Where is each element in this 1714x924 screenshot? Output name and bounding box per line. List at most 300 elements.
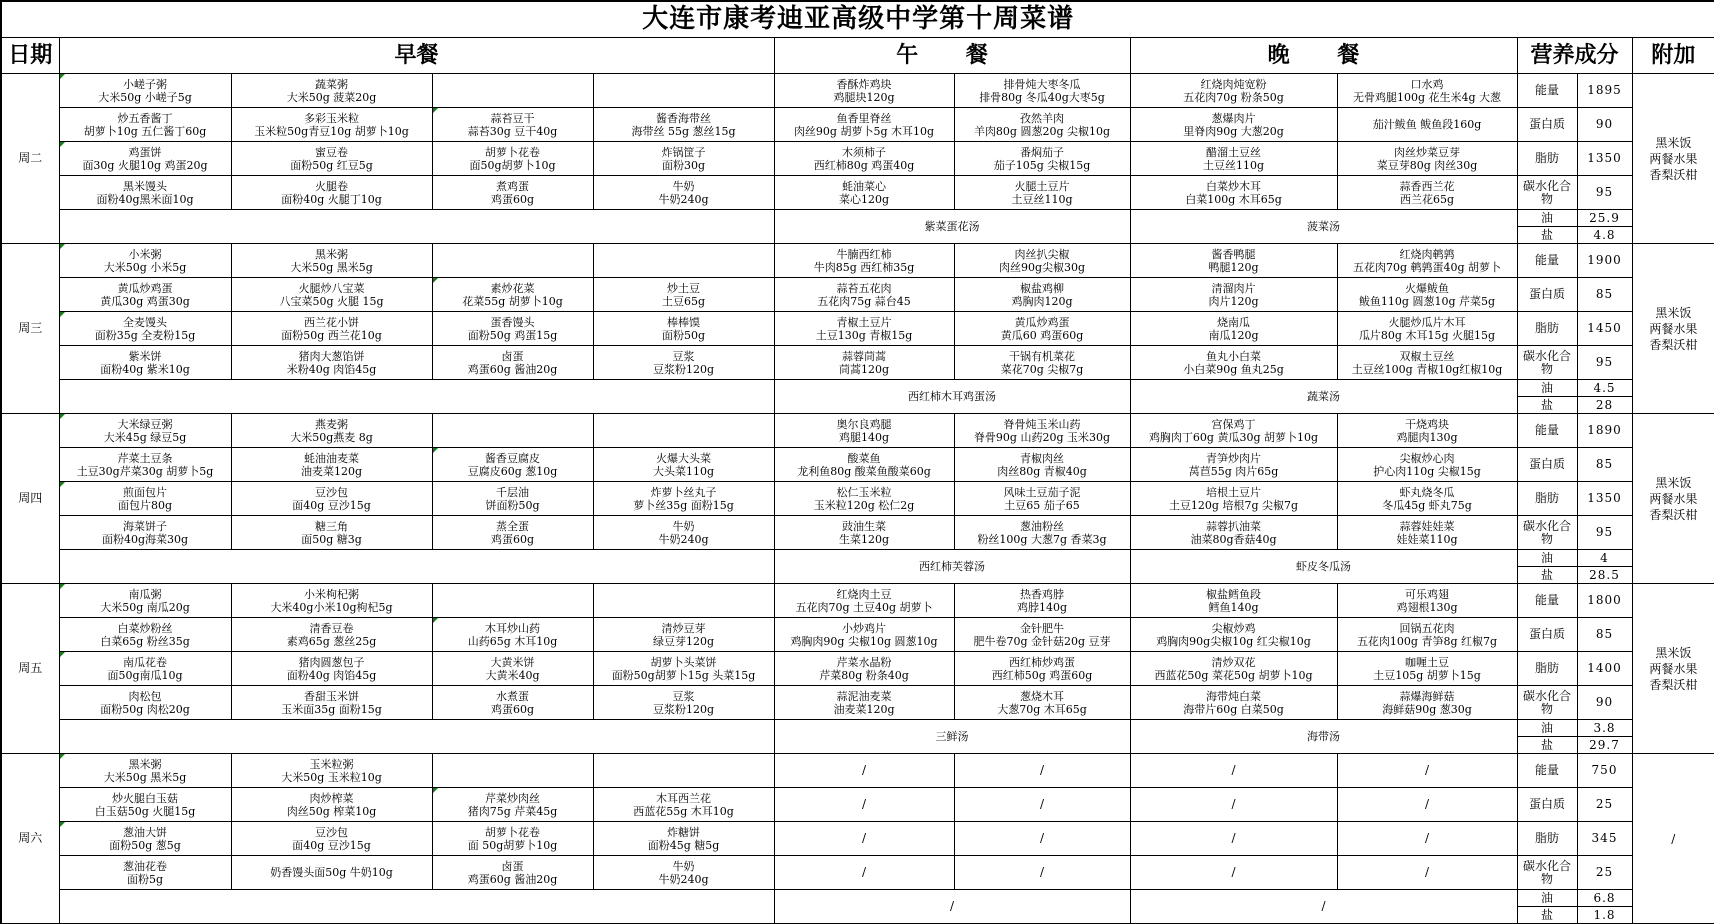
dish-cell-dinner-1 [1130, 584, 1337, 618]
dish-amount: 肉片120g [1131, 295, 1337, 308]
dish-cell-breakfast-1 [59, 142, 231, 176]
dish-cell-breakfast-3 [432, 346, 593, 380]
dish-name: 肉丝扒尖椒 [955, 248, 1130, 261]
dish-amount: 油麦菜120g [775, 703, 954, 716]
dish-name: 脊骨炖玉米山药 [955, 418, 1130, 431]
dish-amount: 茄子105g 尖椒15g [955, 159, 1130, 172]
dish-cell-lunch-2 [954, 108, 1130, 142]
dish-name: 蒜苔豆干 [433, 112, 593, 125]
dish-cell-lunch-1 [774, 448, 954, 482]
dish-amount: 面粉40g 肉馅45g [232, 669, 432, 682]
lunch-soup: 西红柿芙蓉汤 [774, 550, 1130, 584]
nutrition-value: 90 [1577, 686, 1632, 720]
dish-amount: 豆浆粉120g [594, 703, 774, 716]
dish-name: 小米枸杞粥 [232, 588, 432, 601]
dish-amount: 土豆130g 青椒15g [775, 329, 954, 342]
dish-name: 干烧鸡块 [1338, 418, 1517, 431]
dish-amount: 油麦菜120g [232, 465, 432, 478]
dish-cell-breakfast-1 [59, 516, 231, 550]
dish-cell-dinner-2 [1337, 686, 1517, 720]
dish-cell-breakfast-1 [59, 108, 231, 142]
extra-item: 香梨沃柑 [1633, 507, 1714, 523]
dish-amount: 鸭腿120g [1131, 261, 1337, 274]
extra-item: 香梨沃柑 [1633, 337, 1714, 353]
dish-cell-lunch-2 [954, 74, 1130, 108]
extra-item: 黑米饭 [1633, 645, 1714, 661]
dish-cell-dinner-2 [1337, 652, 1517, 686]
nutrition-label: 脂肪 [1517, 652, 1577, 686]
oil-value: 6.8 [1577, 890, 1632, 907]
dish-amount: 鸡腿肉130g [1338, 431, 1517, 444]
day-label: 周六 [1, 754, 59, 924]
day-label: 周四 [1, 414, 59, 584]
page-title: 大连市康考迪亚高级中学第十周菜谱 [1, 1, 1714, 38]
dish-amount: 面包片80g [60, 499, 231, 512]
dish-name: / [775, 798, 954, 811]
dish-amount: 菜花70g 尖椒7g [955, 363, 1130, 376]
dish-name: 炒火腿白玉菇 [60, 792, 231, 805]
dish-amount: 西红柿50g 鸡蛋60g [955, 669, 1130, 682]
dish-cell-breakfast-2 [231, 516, 432, 550]
oil-label: 油 [1517, 890, 1577, 907]
dish-name: 蒸全蛋 [433, 520, 593, 533]
dish-amount: 莴苣55g 肉片65g [1131, 465, 1337, 478]
dish-amount: 肥牛卷70g 金针菇20g 豆芽 [955, 635, 1130, 648]
nutrition-value: 750 [1577, 754, 1632, 788]
dish-name: 木须柿子 [775, 146, 954, 159]
dish-cell-breakfast-3 [432, 516, 593, 550]
nutrition-value: 90 [1577, 108, 1632, 142]
dish-name: 糖三角 [232, 520, 432, 533]
dish-amount: 鸡胸肉120g [955, 295, 1130, 308]
extra-cell [1632, 244, 1714, 414]
dish-amount: 西蓝花50g 菜花50g 胡萝卜10g [1131, 669, 1337, 682]
dish-cell-breakfast-2 [231, 74, 432, 108]
dish-cell-lunch-2 [954, 618, 1130, 652]
soup-row [1, 380, 1714, 397]
dish-cell-breakfast-4 [593, 448, 774, 482]
dish-amount: 面粉40g黑米面10g [60, 193, 231, 206]
dish-cell-breakfast-1 [59, 244, 231, 278]
menu-row [1, 754, 1714, 788]
dish-cell-lunch-1 [774, 788, 954, 822]
dish-name: 蒜蓉娃娃菜 [1338, 520, 1517, 533]
dish-amount: 海带丝 55g 葱丝15g [594, 125, 774, 138]
dish-amount: 西红柿80g 鸡蛋40g [775, 159, 954, 172]
dish-amount: 五花肉75g 蒜台45 [775, 295, 954, 308]
dish-amount: 土豆105g 胡萝卜15g [1338, 669, 1517, 682]
dish-cell-lunch-2 [954, 822, 1130, 856]
dish-name: 西兰花小饼 [232, 316, 432, 329]
dish-amount: 土豆丝100g 青椒10g红椒10g [1338, 363, 1517, 376]
dish-cell-dinner-1 [1130, 108, 1337, 142]
dish-cell-lunch-2 [954, 142, 1130, 176]
dish-cell-breakfast-2 [231, 176, 432, 210]
dish-cell-dinner-2 [1337, 346, 1517, 380]
dish-amount: 鸡腿140g [775, 431, 954, 444]
dish-cell-breakfast-3 [432, 74, 593, 108]
dish-name: 芹菜土豆条 [60, 452, 231, 465]
dish-amount: 鸡蛋60g [433, 193, 593, 206]
dish-cell-lunch-1 [774, 618, 954, 652]
dish-name: 炸糖饼 [594, 826, 774, 839]
dish-name: 干锅有机菜花 [955, 350, 1130, 363]
dish-amount: 西兰花65g [1338, 193, 1517, 206]
dish-name: 鱼丸小白菜 [1131, 350, 1337, 363]
dish-cell-breakfast-4 [593, 788, 774, 822]
dish-amount: 黄瓜60 鸡蛋60g [955, 329, 1130, 342]
dish-name: 虾丸烧冬瓜 [1338, 486, 1517, 499]
dish-amount: 土豆120g 培根7g 尖椒7g [1131, 499, 1337, 512]
dish-cell-lunch-1 [774, 754, 954, 788]
header-dinner: 晚 餐 [1130, 38, 1517, 74]
dish-amount: 八宝菜50g 火腿 15g [232, 295, 432, 308]
dish-name: 牛腩西红柿 [775, 248, 954, 261]
dish-name: 炒土豆 [594, 282, 774, 295]
dish-name: 尖椒炒心肉 [1338, 452, 1517, 465]
dish-amount: 面50g胡萝卜10g [433, 159, 593, 172]
dish-name: 培根土豆片 [1131, 486, 1337, 499]
dish-amount: 面40g 豆沙15g [232, 499, 432, 512]
dish-cell-breakfast-4 [593, 482, 774, 516]
dish-cell-lunch-1 [774, 176, 954, 210]
dish-cell-breakfast-2 [231, 142, 432, 176]
dish-amount: 面粉30g [594, 159, 774, 172]
dish-name: 火腿炒瓜片木耳 [1338, 316, 1517, 329]
dish-amount: 鸡蛋60g 酱油20g [433, 363, 593, 376]
dish-amount: 白菜65g 粉丝35g [60, 635, 231, 648]
dish-amount: 鸡胸肉90g 尖椒10g 圆葱10g [775, 635, 954, 648]
dish-name: 煎面包片 [60, 486, 231, 499]
breakfast-soup-empty [59, 550, 774, 584]
dish-cell-breakfast-3 [432, 584, 593, 618]
dish-name: 海菜饼子 [60, 520, 231, 533]
dish-cell-dinner-1 [1130, 754, 1337, 788]
dish-name: 紫米饼 [60, 350, 231, 363]
dish-amount: 绿豆芽120g [594, 635, 774, 648]
dish-amount: 牛奶240g [594, 533, 774, 546]
dish-name: 葱油粉丝 [955, 520, 1130, 533]
dish-cell-lunch-2 [954, 686, 1130, 720]
dish-cell-breakfast-3 [432, 686, 593, 720]
dish-name: 火腿土豆片 [955, 180, 1130, 193]
dish-name: 清香豆卷 [232, 622, 432, 635]
salt-value: 29.7 [1577, 737, 1632, 754]
dish-cell-breakfast-4 [593, 754, 774, 788]
dish-cell-breakfast-3 [432, 278, 593, 312]
dish-name: / [1131, 764, 1337, 777]
dish-name: 大黄米饼 [433, 656, 593, 669]
nutrition-value: 95 [1577, 346, 1632, 380]
dish-cell-breakfast-2 [231, 686, 432, 720]
dish-amount: 面粉40g海菜30g [60, 533, 231, 546]
dish-cell-lunch-2 [954, 244, 1130, 278]
dish-name: 玉米粒粥 [232, 758, 432, 771]
dish-cell-dinner-2 [1337, 312, 1517, 346]
dish-amount: 黄瓜30g 鸡蛋30g [60, 295, 231, 308]
dish-name: 木耳西兰花 [594, 792, 774, 805]
dish-amount: 鸡腿块120g [775, 91, 954, 104]
dish-cell-breakfast-4 [593, 142, 774, 176]
dish-amount: 面粉50g [594, 329, 774, 342]
dish-amount: 肉丝90g尖椒30g [955, 261, 1130, 274]
dish-cell-breakfast-4 [593, 346, 774, 380]
dish-name: / [775, 764, 954, 777]
dish-name: 肉松包 [60, 690, 231, 703]
dish-name: 火腿炒八宝菜 [232, 282, 432, 295]
dish-amount: 面粉50g胡萝卜15g 头菜15g [594, 669, 774, 682]
dish-amount: 大葱70g 木耳65g [955, 703, 1130, 716]
dish-cell-breakfast-1 [59, 822, 231, 856]
dish-cell-dinner-1 [1130, 618, 1337, 652]
dish-name: / [1338, 832, 1517, 845]
dish-name: 青椒肉丝 [955, 452, 1130, 465]
extra-item: / [1633, 831, 1714, 847]
dish-cell-breakfast-1 [59, 856, 231, 890]
dish-name: 小嵯子粥 [60, 78, 231, 91]
dish-name: 红烧肉土豆 [775, 588, 954, 601]
dish-name: 豉油生菜 [775, 520, 954, 533]
dish-name: 蒜苔五花肉 [775, 282, 954, 295]
dish-cell-dinner-1 [1130, 312, 1337, 346]
lunch-soup: 紫菜蛋花汤 [774, 210, 1130, 244]
dish-cell-breakfast-3 [432, 754, 593, 788]
nutrition-label: 碳水化合物 [1517, 686, 1577, 720]
menu-row [1, 856, 1714, 890]
dish-cell-lunch-1 [774, 346, 954, 380]
dish-cell-breakfast-1 [59, 346, 231, 380]
nutrition-value: 25 [1577, 788, 1632, 822]
dish-name: 青椒土豆片 [775, 316, 954, 329]
dish-cell-dinner-1 [1130, 686, 1337, 720]
salt-label: 盐 [1517, 737, 1577, 754]
dish-name: 宫保鸡丁 [1131, 418, 1337, 431]
dish-name: 蒜泥油麦菜 [775, 690, 954, 703]
salt-value: 28 [1577, 397, 1632, 414]
oil-value: 4 [1577, 550, 1632, 567]
dish-name: 豆浆 [594, 690, 774, 703]
dish-cell-dinner-2 [1337, 414, 1517, 448]
nutrition-value: 1350 [1577, 142, 1632, 176]
dish-cell-breakfast-1 [59, 74, 231, 108]
header-breakfast: 早餐 [59, 38, 774, 74]
dish-amount: 娃娃菜110g [1338, 533, 1517, 546]
dish-amount: 玉米粒50g青豆10g 胡萝卜10g [232, 125, 432, 138]
dish-cell-breakfast-4 [593, 618, 774, 652]
dish-cell-dinner-2 [1337, 244, 1517, 278]
dish-name: 香甜玉米饼 [232, 690, 432, 703]
dish-name: 卤蛋 [433, 860, 593, 873]
soup-row [1, 550, 1714, 567]
breakfast-soup-empty [59, 720, 774, 754]
dish-name: 酱香鸭腿 [1131, 248, 1337, 261]
dish-name: 奥尔良鸡腿 [775, 418, 954, 431]
nutrition-label: 碳水化合物 [1517, 516, 1577, 550]
dish-amount: 面粉50g 红豆5g [232, 159, 432, 172]
dish-amount: 面粉5g [60, 873, 231, 886]
dish-amount: 面40g 豆沙15g [232, 839, 432, 852]
dish-name: 葱爆肉片 [1131, 112, 1337, 125]
salt-label: 盐 [1517, 397, 1577, 414]
nutrition-label: 碳水化合物 [1517, 856, 1577, 890]
dish-cell-breakfast-1 [59, 278, 231, 312]
dish-amount: 鸡蛋60g 酱油20g [433, 873, 593, 886]
dish-amount: 脊骨90g 山药20g 玉米30g [955, 431, 1130, 444]
dish-cell-lunch-1 [774, 244, 954, 278]
nutrition-label: 蛋白质 [1517, 108, 1577, 142]
dish-amount: 五花肉100g 青笋8g 红椒7g [1338, 635, 1517, 648]
dish-name: 鸡蛋饼 [60, 146, 231, 159]
dish-amount: 肉丝80g 青椒40g [955, 465, 1130, 478]
dish-name: 大米绿豆粥 [60, 418, 231, 431]
extra-item: 两餐水果 [1633, 661, 1714, 677]
dish-name: 鱼香里脊丝 [775, 112, 954, 125]
dish-cell-breakfast-3 [432, 448, 593, 482]
dish-cell-breakfast-1 [59, 414, 231, 448]
dish-name: 酸菜鱼 [775, 452, 954, 465]
menu-row [1, 142, 1714, 176]
menu-row [1, 584, 1714, 618]
dinner-soup: 蔬菜汤 [1130, 380, 1517, 414]
dish-amount: 护心肉110g 尖椒15g [1338, 465, 1517, 478]
dish-amount: 大米50g 黑米5g [60, 771, 231, 784]
dish-amount: 油菜80g香菇40g [1131, 533, 1337, 546]
dish-cell-dinner-2 [1337, 754, 1517, 788]
salt-label: 盐 [1517, 227, 1577, 244]
dish-name: / [1131, 798, 1337, 811]
dish-name: 烧南瓜 [1131, 316, 1337, 329]
dish-cell-lunch-2 [954, 856, 1130, 890]
dish-name: 肉炒榨菜 [232, 792, 432, 805]
menu-row [1, 244, 1714, 278]
dish-name: 南瓜花卷 [60, 656, 231, 669]
dish-name: 豆沙包 [232, 826, 432, 839]
dish-amount: 面50g 糖3g [232, 533, 432, 546]
extra-item: 两餐水果 [1633, 321, 1714, 337]
menu-row [1, 482, 1714, 516]
dish-cell-lunch-2 [954, 482, 1130, 516]
dish-cell-breakfast-1 [59, 176, 231, 210]
nutrition-label: 蛋白质 [1517, 278, 1577, 312]
dish-cell-breakfast-4 [593, 516, 774, 550]
nutrition-label: 蛋白质 [1517, 788, 1577, 822]
dish-name: 白菜炒木耳 [1131, 180, 1337, 193]
dish-amount: 牛奶240g [594, 873, 774, 886]
dish-amount: 面粉35g 全麦粉15g [60, 329, 231, 342]
dish-amount: 肉丝50g 榨菜10g [232, 805, 432, 818]
dish-cell-dinner-2 [1337, 176, 1517, 210]
dish-cell-dinner-2 [1337, 516, 1517, 550]
soup-row [1, 720, 1714, 737]
dish-name: 椒盐鸡柳 [955, 282, 1130, 295]
extra-item: 香梨沃柑 [1633, 167, 1714, 183]
dish-cell-breakfast-1 [59, 618, 231, 652]
dish-cell-breakfast-3 [432, 788, 593, 822]
menu-row [1, 414, 1714, 448]
dish-amount: 里脊肉90g 大葱20g [1131, 125, 1337, 138]
dish-amount: 胡萝卜10g 五仁酱丁60g [60, 125, 231, 138]
dish-cell-breakfast-2 [231, 652, 432, 686]
dish-cell-breakfast-4 [593, 822, 774, 856]
dish-cell-dinner-2 [1337, 448, 1517, 482]
dish-cell-breakfast-3 [432, 618, 593, 652]
dish-name: 孜然羊肉 [955, 112, 1130, 125]
dish-name: 葱油花卷 [60, 860, 231, 873]
dish-cell-lunch-2 [954, 652, 1130, 686]
dish-name: 黑米馒头 [60, 180, 231, 193]
menu-row [1, 618, 1714, 652]
dish-amount: 面粉50g 鸡蛋15g [433, 329, 593, 342]
dish-cell-breakfast-4 [593, 652, 774, 686]
dish-amount: 米粉40g 肉馅45g [232, 363, 432, 376]
nutrition-value: 25 [1577, 856, 1632, 890]
dish-cell-lunch-2 [954, 176, 1130, 210]
dish-amount: 鸡翅根130g [1338, 601, 1517, 614]
extra-item: 黑米饭 [1633, 305, 1714, 321]
dish-cell-breakfast-3 [432, 142, 593, 176]
dish-amount: 面粉40g 火腿丁10g [232, 193, 432, 206]
menu-row [1, 686, 1714, 720]
dish-name: 青笋炒肉片 [1131, 452, 1337, 465]
dish-amount: 大米50g 小嵯子5g [60, 91, 231, 104]
lunch-soup: 三鲜汤 [774, 720, 1130, 754]
dish-cell-lunch-1 [774, 142, 954, 176]
extra-item: 黑米饭 [1633, 475, 1714, 491]
dish-name: 蔬菜粥 [232, 78, 432, 91]
dish-name: 南瓜粥 [60, 588, 231, 601]
nutrition-label: 能量 [1517, 74, 1577, 108]
dish-amount: 大米50g 黑米5g [232, 261, 432, 274]
dinner-soup: 海带汤 [1130, 720, 1517, 754]
dish-amount: 大头菜110g [594, 465, 774, 478]
oil-label: 油 [1517, 210, 1577, 227]
dish-name: 多彩玉米粒 [232, 112, 432, 125]
dish-name: 香酥炸鸡块 [775, 78, 954, 91]
dish-amount: 五花肉70g 土豆40g 胡萝卜 [775, 601, 954, 614]
dish-amount: 鸡蛋60g [433, 533, 593, 546]
menu-row [1, 516, 1714, 550]
dish-name: 蒜香西兰花 [1338, 180, 1517, 193]
nutrition-value: 85 [1577, 618, 1632, 652]
dish-cell-dinner-1 [1130, 244, 1337, 278]
dish-amount: 大米50g 小米5g [60, 261, 231, 274]
dish-amount: 芹菜80g 粉条40g [775, 669, 954, 682]
dish-cell-lunch-1 [774, 312, 954, 346]
dish-name: 口水鸡 [1338, 78, 1517, 91]
oil-label: 油 [1517, 720, 1577, 737]
dish-amount: 无骨鸡腿100g 花生米4g 大葱 [1338, 91, 1517, 104]
dish-cell-dinner-1 [1130, 822, 1337, 856]
dish-cell-dinner-1 [1130, 176, 1337, 210]
oil-label: 油 [1517, 550, 1577, 567]
lunch-soup: 西红柿木耳鸡蛋汤 [774, 380, 1130, 414]
dish-name: / [1338, 798, 1517, 811]
nutrition-label: 能量 [1517, 244, 1577, 278]
extra-item: 两餐水果 [1633, 151, 1714, 167]
menu-row [1, 108, 1714, 142]
dish-cell-breakfast-4 [593, 856, 774, 890]
dish-amount: 面 50g胡萝卜10g [433, 839, 593, 852]
menu-row [1, 278, 1714, 312]
dish-cell-breakfast-3 [432, 176, 593, 210]
nutrition-value: 1895 [1577, 74, 1632, 108]
dish-name: 白菜炒粉丝 [60, 622, 231, 635]
day-label: 周二 [1, 74, 59, 244]
dish-name: 小炒鸡片 [775, 622, 954, 635]
dish-cell-breakfast-3 [432, 856, 593, 890]
dish-cell-breakfast-3 [432, 244, 593, 278]
dish-name: 黑米粥 [60, 758, 231, 771]
